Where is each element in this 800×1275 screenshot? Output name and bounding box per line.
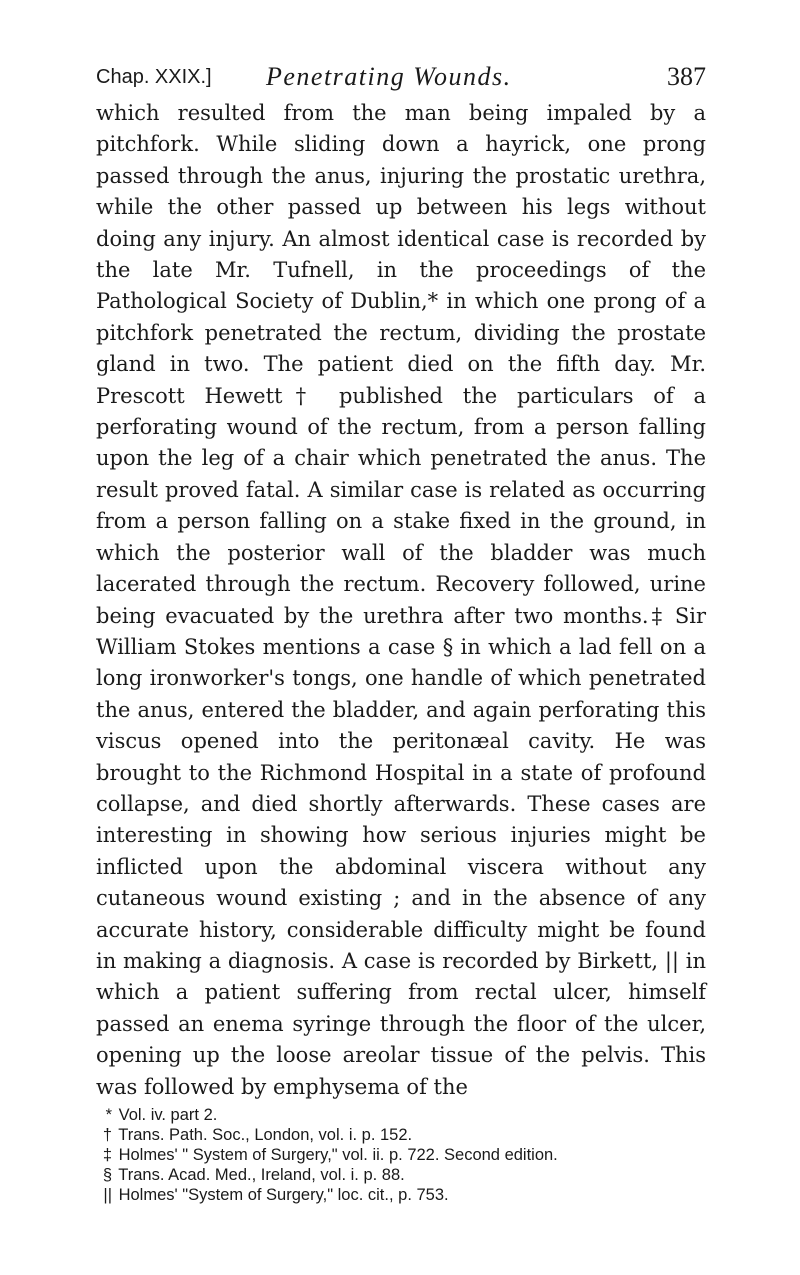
- footnote-mark: ‡: [102, 1146, 112, 1164]
- page-number: 387: [667, 62, 706, 91]
- footnote-mark: †: [102, 1126, 112, 1144]
- footnote-text: Trans. Path. Soc., London, vol. i. p. 152.: [118, 1126, 413, 1144]
- footnote: [96, 1145, 706, 1165]
- footnote: [96, 1125, 706, 1145]
- footnote-mark: §: [102, 1166, 112, 1184]
- footnote-text: Vol. iv. part 2.: [118, 1106, 218, 1124]
- footnote: [96, 1185, 706, 1205]
- footnote: [96, 1105, 706, 1125]
- footnotes: [96, 1105, 706, 1205]
- running-header: [96, 62, 706, 94]
- footnote: [96, 1165, 706, 1185]
- footnote-text: Holmes' "System of Surgery," loc. cit., p. 753.: [118, 1186, 449, 1204]
- footnote-mark: *: [105, 1106, 112, 1124]
- running-title: Penetrating Wounds.: [266, 62, 512, 91]
- footnote-mark: ||: [103, 1186, 112, 1204]
- body-paragraph: which resulted from the man being impaled by a pitchfork. While sliding down a hayrick, one prong passed through the anus, injuring the prostatic urethra, while the other passed up between his legs without doing any injury. An almost identical case is recorded by the late Mr. Tufnell, in the proceedings of the Pathological Society of Dublin,* in which one prong of a pitchfork penetrated the rectum, dividing the prostate gland in two. The patient died on the fifth day. Mr. Prescott Hewett† published the particulars of a perforating wound of the rectum, from a person falling upon the leg of a chair which penetrated the anus. The result proved fatal. A similar case is related as occurring from a person falling on a stake fixed in the ground, in which the posterior wall of the bladder was much lacerated through the rectum. Recovery followed, urine being evacuated by the urethra after two months.‡ Sir William Stokes mentions a case § in which a lad fell on a long ironworker's tongs, one handle of which penetrated the anus, entered the bladder, and again perforating this viscus opened into the peritonæal cavity. He was brought to the Richmond Hospital in a state of profound collapse, and died shortly afterwards. These cases are interesting in showing how serious injuries might be inflicted upon the abdominal viscera without any cutaneous wound existing ; and in the absence of any accurate history, considerable difficulty might be found in making a diagnosis. A case is recorded by Birkett, || in which a patient suffering from rectal ulcer, himself passed an enema syringe through the floor of the ulcer, opening up the loose areolar tissue of the pelvis. This was followed by emphysema of the: [96, 101, 706, 1099]
- page-content: [96, 62, 706, 1205]
- footnote-text: Trans. Acad. Med., Ireland, vol. i. p. 88.: [118, 1166, 405, 1184]
- footnote-text: Holmes' " System of Surgery," vol. ii. p. 722. Second edition.: [118, 1146, 558, 1164]
- chapter-label: Chap. XXIX.]: [96, 66, 212, 88]
